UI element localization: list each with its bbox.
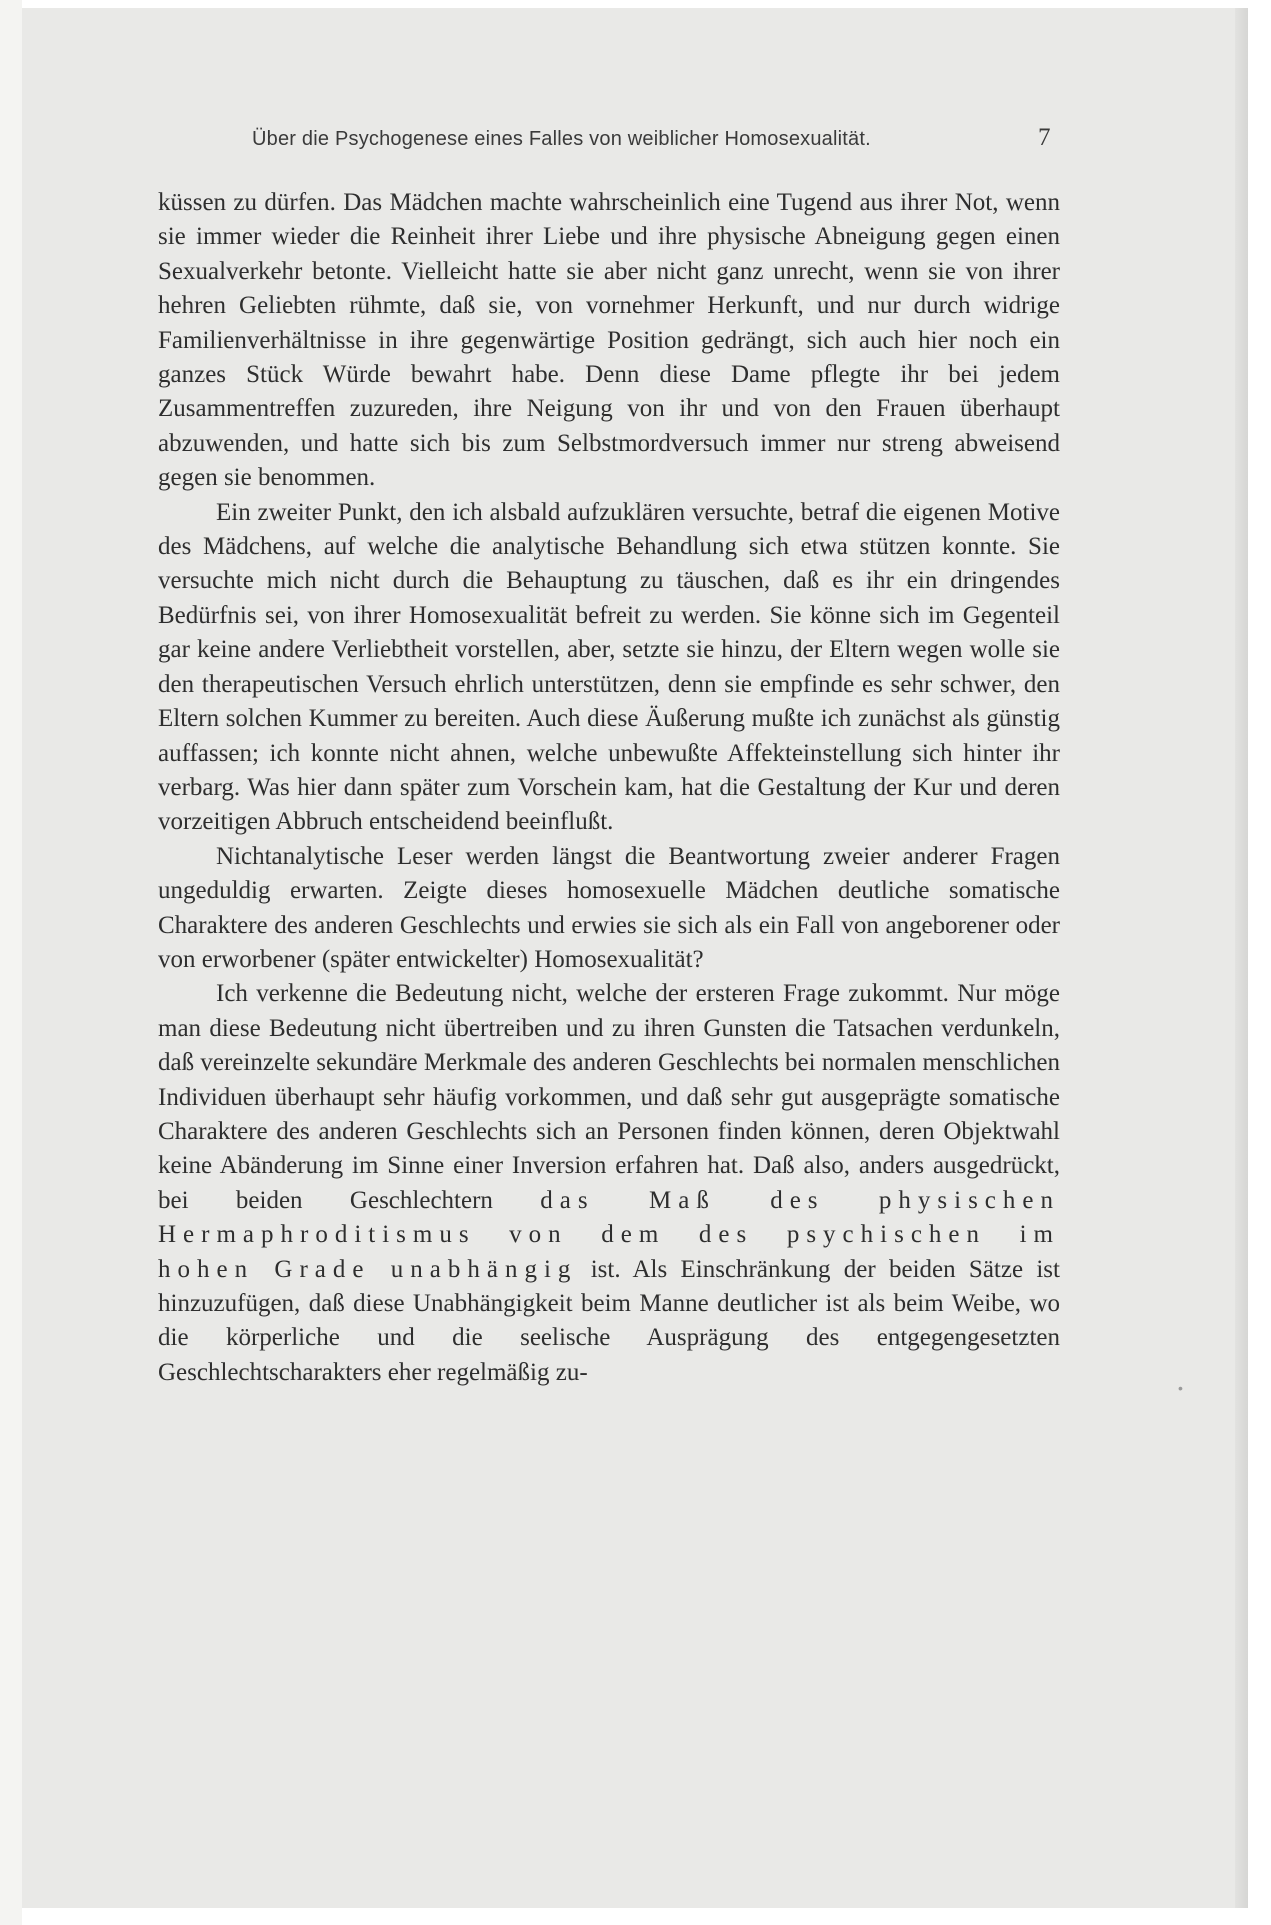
scan-left-edge	[0, 0, 22, 1925]
page-number: 7	[1038, 124, 1051, 151]
margin-mark: •	[1178, 1380, 1183, 1396]
paragraph-3: Nichtanalytische Leser werden längst die Beantwortung zweier anderer Fragen ungeduldig erwarten. Zeigte dieses homosexuelle Mädchen deutliche somatische Charaktere des anderen Geschlechts und erwies sie sich als ein Fall von angeborener oder von erworbener (später entwickelter) Homosexualität?	[158, 842, 1060, 973]
running-header: Über die Psychogenese eines Falles von weiblicher Homosexualität.	[252, 128, 871, 150]
paragraph-4-start: Ich verkenne die Bedeutung nicht, welche der ersteren Frage zukommt. Nur möge man diese Bedeutung nicht übertreiben und zu ihren Gunsten die Tatsachen verdunkeln, daß vereinzelte sekundäre Merkmale des anderen Geschlechts bei normalen menschlichen Individuen überhaupt sehr häufig vorkommen, und daß sehr gut ausgeprägte somatische Charaktere des anderen Geschlechts sich an Personen finden können, deren Objektwahl keine Abänderung im Sinne einer Inversion erfahren hat. Daß also, anders ausgedrückt, bei beiden Geschlechtern	[158, 980, 1060, 1214]
page-edge-shadow	[1235, 8, 1248, 1908]
paragraph-4	[158, 977, 1060, 1390]
paragraph-4-end: ist. Als Einschränkung der beiden Sätze ist hinzuzufügen, daß diese Unabhängigkeit beim Manne deutlicher ist als beim Weibe, wo die körperliche und die seelische Ausprägung des entgegengesetzten Geschlechtscharakters eher regelmäßig zu-	[158, 1255, 1060, 1386]
body-text	[158, 186, 1060, 1390]
paragraph-2: Ein zweiter Punkt, den ich alsbald aufzuklären versuchte, betraf die eigenen Motive des Mädchens, auf welche die analytische Behandlung sich etwa stützen konnte. Sie versuchte mich nicht durch die Behauptung zu täuschen, daß es ihr ein dringendes Bedürfnis sei, von ihrer Homosexualität befreit zu werden. Sie könne sich im Gegenteil gar keine andere Verliebtheit vorstellen, aber, setzte sie hinzu, der Eltern wegen wolle sie den therapeutischen Versuch ehrlich unterstützen, denn sie empfinde es sehr schwer, den Eltern solchen Kummer zu bereiten. Auch diese Äußerung mußte ich zunächst als günstig auffassen; ich konnte nicht ahnen, welche unbewußte Affekteinstellung sich hinter ihr verbarg. Was hier dann später zum Vorschein kam, hat die Gestaltung der Kur und deren vorzeitigen Abbruch entscheidend beeinflußt.	[158, 498, 1060, 836]
paragraph-1: küssen zu dürfen. Das Mädchen machte wahrscheinlich eine Tugend aus ihrer Not, wenn sie immer wieder die Reinheit ihrer Liebe und ihre physische Abneigung gegen einen Sexualverkehr betonte. Vielleicht hatte sie aber nicht ganz unrecht, wenn sie von ihrer hehren Geliebten rühmte, daß sie, von vornehmer Herkunft, und nur durch widrige Familienverhältnisse in ihre gegenwärtige Position gedrängt, sich auch hier noch ein ganzes Stück Würde bewahrt habe. Denn diese Dame pflegte ihr bei jedem Zusammentreffen zuzureden, ihre Neigung von ihr und von den Frauen überhaupt abzuwenden, und hatte sich bis zum Selbstmordversuch immer nur streng abweisend gegen sie benommen.	[158, 189, 1060, 492]
emphasized-spaced-text: das Maß des physischen Hermaphroditismus von dem des psychischen im hohen Grade unabhängig	[158, 1186, 1060, 1283]
